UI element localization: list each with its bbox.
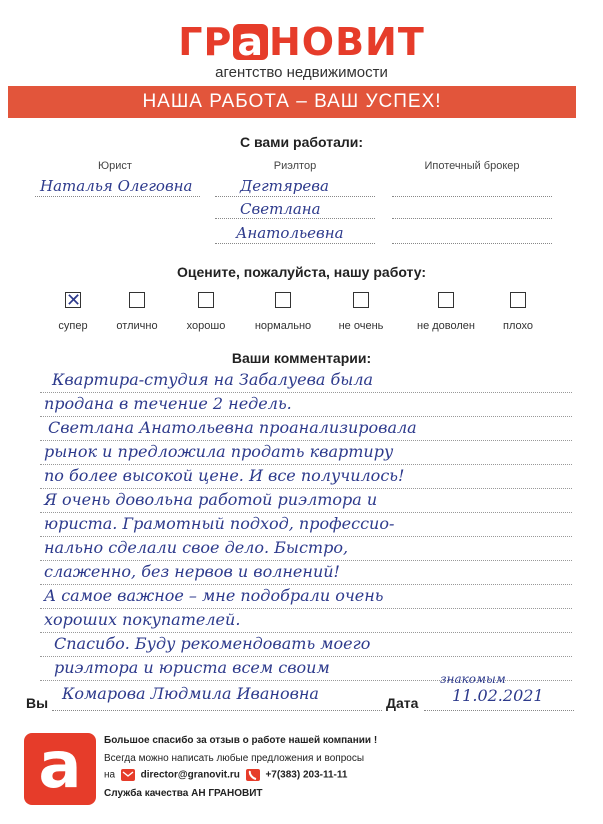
rating-checkbox-good[interactable] xyxy=(198,292,214,308)
you-label: Вы xyxy=(26,695,49,711)
broker-line-1 xyxy=(392,196,552,197)
client-name-handwritten: Комарова Людмила Ивановна xyxy=(62,684,319,703)
rating-checkbox-normal[interactable] xyxy=(275,292,291,308)
footer-write-to-us: Всегда можно написать любые предложения и вопросы xyxy=(104,753,365,764)
email-link[interactable]: director@granovit.ru xyxy=(140,769,240,781)
slogan-banner: НАША РАБОТА – ВАШ УСПЕХ! xyxy=(8,86,576,118)
rating-heading: Оцените, пожалуйста, нашу работу: xyxy=(176,264,427,280)
agency-subtitle: агентство недвижимости xyxy=(215,64,388,81)
broker-line-3 xyxy=(392,243,552,244)
role-mortgage-broker: Ипотечный брокер xyxy=(424,160,520,172)
comment-line: риэлтора и юриста всем своим xyxy=(54,658,330,677)
role-lawyer: Юрист xyxy=(98,160,132,172)
comment-line: знакомым xyxy=(440,672,506,686)
rating-label-unhappy: не доволен xyxy=(417,320,475,332)
role-realtor: Риэлтор xyxy=(273,160,317,172)
comment-line: по более высокой цене. И все получилось! xyxy=(44,466,405,485)
granovit-a-logo: а xyxy=(24,733,96,805)
comment-line: рынок и предложила продать квартиру xyxy=(44,442,394,461)
broker-line-2 xyxy=(392,218,552,219)
realtor-patronymic-handwritten: Анатольевна xyxy=(236,224,344,242)
comment-line: юриста. Грамотный подход, профессио- xyxy=(44,514,395,533)
date-label: Дата xyxy=(386,695,419,711)
rating-label-good: хорошо xyxy=(186,320,226,332)
phone-link[interactable]: +7(383) 203-11-11 xyxy=(265,769,348,781)
rating-checkbox-not-very[interactable] xyxy=(353,292,369,308)
rating-checkbox-excellent[interactable] xyxy=(129,292,145,308)
comment-line: Квартира-студия на Забалуева была xyxy=(52,370,374,389)
phone-icon xyxy=(246,769,260,781)
you-line xyxy=(52,710,382,711)
footer-to-label: на xyxy=(104,769,116,781)
date-handwritten: 11.02.2021 xyxy=(452,686,544,705)
lawyer-name-handwritten: Наталья Олеговна xyxy=(40,177,193,195)
footer-quality-service: Служба качества АН ГРАНОВИТ xyxy=(104,788,263,799)
comment-line: продана в течение 2 недель. xyxy=(44,394,292,413)
rating-label-not-very: не очень xyxy=(338,320,384,332)
rating-checkbox-unhappy[interactable] xyxy=(438,292,454,308)
comment-line: нально сделали свое дело. Быстро, xyxy=(44,538,349,557)
mail-icon xyxy=(121,769,135,781)
realtor-firstname-handwritten: Светлана xyxy=(240,200,321,218)
rating-label-super: супер xyxy=(58,320,88,332)
logo-text-start: ГР xyxy=(178,20,233,64)
date-line xyxy=(424,710,574,711)
comments-heading: Ваши комментарии: xyxy=(231,350,372,366)
worked-heading: С вами работали: xyxy=(239,134,364,150)
comment-line: слаженно, без нервов и волнений! xyxy=(44,562,340,581)
comment-line: А самое важное – мне подобрали очень xyxy=(44,586,384,605)
comment-line: Светлана Анатольевна проанализировала xyxy=(48,418,417,437)
comment-line: Спасибо. Буду рекомендовать моего xyxy=(54,634,371,653)
comment-line: Я очень довольна работой риэлтора и xyxy=(44,490,378,509)
rating-label-bad: плохо xyxy=(503,320,533,332)
rating-label-excellent: отлично xyxy=(116,320,158,332)
logo-letter-box: а xyxy=(233,24,268,60)
granovit-logo xyxy=(0,22,603,62)
realtor-surname-handwritten: Дегтярева xyxy=(240,177,329,195)
checkbox-x-mark: ✕ xyxy=(66,290,82,310)
comment-line: хороших покупателей. xyxy=(44,610,241,629)
rating-label-normal: нормально xyxy=(254,320,312,332)
logo-text-end: НОВИТ xyxy=(268,20,425,64)
rating-checkbox-bad[interactable] xyxy=(510,292,526,308)
footer-thanks: Большое спасибо за отзыв о работе нашей компании ! xyxy=(104,735,378,746)
footer-contacts xyxy=(104,769,347,781)
